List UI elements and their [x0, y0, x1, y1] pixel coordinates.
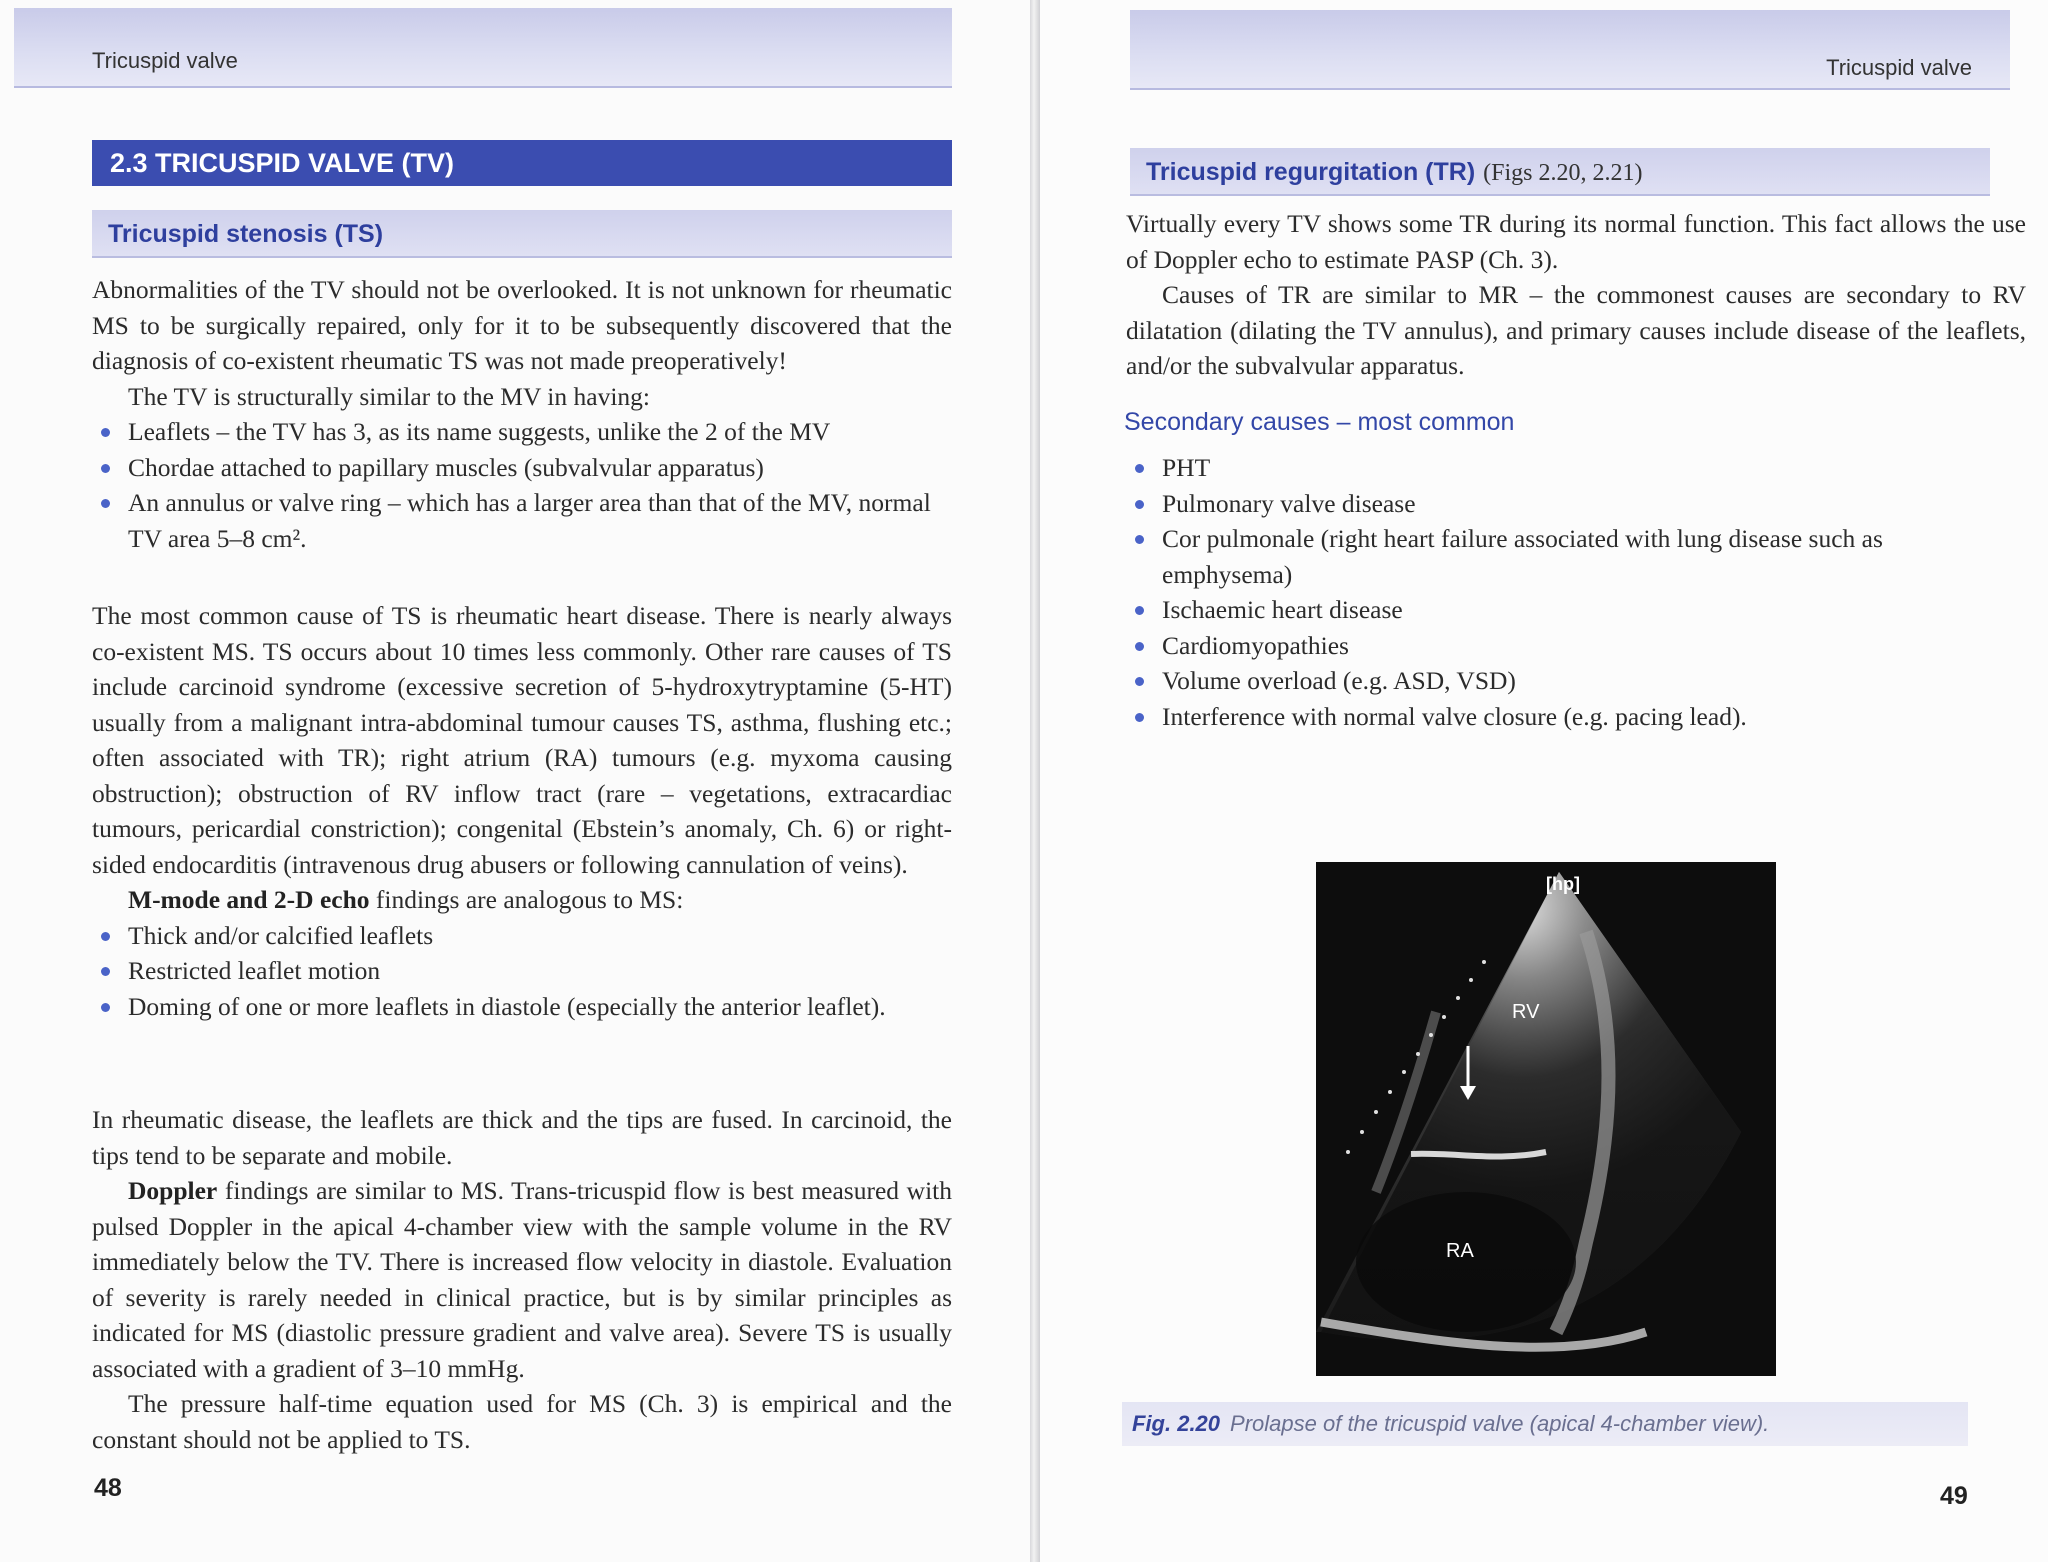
figure-caption [1122, 1402, 1968, 1446]
bullet-icon [1135, 500, 1144, 509]
echocardiogram-image [1316, 862, 1776, 1376]
subsection-title-tr: Tricuspid regurgitation (TR) (Figs 2.20, 2.21) [1130, 148, 1990, 196]
paragraph: Abnormalities of the TV should not be overlooked. It is not unknown for rheumatic MS to be surgically repaired, only for it to be subsequently discovered that the diagnosis of co-existent rheumatic TS was not made preoperatively! [92, 275, 952, 375]
figure-reference: (Figs 2.20, 2.21) [1483, 160, 1643, 186]
paragraph: Virtually every TV shows some TR during its normal function. This fact allows the use of Doppler echo to estimate PASP (Ch. 3). [1126, 209, 2026, 274]
bold-term: Doppler [128, 1176, 218, 1205]
bullet-list [92, 414, 952, 556]
bullet-icon [101, 932, 110, 941]
body-text-left-2 [92, 598, 952, 1024]
page-number-left: 48 [94, 1474, 122, 1502]
paragraph: The most common cause of TS is rheumatic heart disease. There is nearly always co-existent MS. TS occurs about 10 times less commonly. Other rare causes of TS include carcinoid syndrome (excessive secretion of 5-hydroxytryptamine (5-HT) usually from a malignant intra-abdominal tumour causes TS, asthma, flushing etc.; often associated with TR); right atrium (RA) tumours (e.g. myxoma causing obstruction); obstruction of RV inflow tract (rare – vegetations, extracardiac tumours, pericardial constriction); congenital (Ebstein’s anomaly, Ch. 6) or right-sided endocarditis (intravenous drug abusers or following cannulation of veins). [92, 601, 952, 879]
list-item: Ischaemic heart disease [1126, 592, 1946, 628]
running-head-right [1130, 10, 2010, 90]
echo-sector-graphic [1316, 862, 1776, 1376]
list-item: Chordae attached to papillary muscles (subvalvular apparatus) [92, 450, 952, 486]
body-text-left-1 [92, 272, 952, 556]
list-item: Pulmonary valve disease [1126, 486, 1946, 522]
bold-term: M-mode and 2-D echo [128, 885, 370, 914]
bullet-icon [101, 967, 110, 976]
paragraph: Causes of TR are similar to MR – the commonest causes are secondary to RV dilatation (dilating the TV annulus), and primary causes include disease of the leaflets, and/or the subvalvular apparatus. [1126, 280, 2026, 380]
paragraph: M-mode and 2-D echo findings are analogous to MS: [128, 885, 684, 914]
bullet-icon [1135, 606, 1144, 615]
running-head-left [14, 8, 952, 88]
figure-number: Fig. 2.20 [1132, 1411, 1221, 1436]
list-item: PHT [1126, 450, 1946, 486]
paragraph: The TV is structurally similar to the MV in having: [128, 381, 650, 411]
figure-caption-text: Prolapse of the tricuspid valve (apical 4-chamber view). [1230, 1411, 1770, 1436]
paragraph: In rheumatic disease, the leaflets are thick and the tips are fused. In carcinoid, the tips tend to be separate and mobile. [92, 1105, 952, 1170]
paragraph: Doppler findings are similar to MS. Trans-tricuspid flow is best measured with pulsed Doppler in the apical 4-chamber view with the sample volume in the RV immediately below the TV. There is increased flow velocity in diastole. Evaluation of severity is rarely needed in clinical practice, but is by similar principles as indicated for MS (diastolic pressure gradient and valve area). Severe TS is usually associated with a gradient of 3–10 mmHg. [92, 1176, 952, 1383]
list-item: Cor pulmonale (right heart failure associated with lung disease such as emphysema) [1126, 521, 1946, 592]
rv-label: RV [1512, 1001, 1540, 1023]
ra-chamber [1356, 1192, 1576, 1332]
ra-label: RA [1446, 1240, 1474, 1262]
list-item: An annulus or valve ring – which has a larger area than that of the MV, normal TV area 5–8 cm². [92, 485, 952, 556]
running-head-text: Tricuspid valve [92, 48, 238, 73]
secondary-causes-heading: Secondary causes – most common [1124, 408, 1515, 436]
body-text-right-1 [1126, 206, 2026, 384]
list-item: Thick and/or calcified leaflets [92, 918, 952, 954]
subsection-title-ts: Tricuspid stenosis (TS) [92, 210, 952, 258]
body-text-left-3 [92, 1102, 952, 1457]
page-number-right: 49 [1940, 1482, 1968, 1510]
paragraph: The pressure half-time equation used for MS (Ch. 3) is empirical and the constant should not be applied to TS. [92, 1389, 952, 1454]
bullet-icon [1135, 535, 1144, 544]
bullet-list [92, 918, 952, 1025]
bullet-icon [101, 428, 110, 437]
running-head-text: Tricuspid valve [1826, 55, 1972, 80]
bullet-icon [1135, 464, 1144, 473]
bullet-icon [1135, 677, 1144, 686]
list-item: Restricted leaflet motion [92, 953, 952, 989]
bullet-icon [1135, 713, 1144, 722]
bullet-icon [101, 499, 110, 508]
bullet-list [1126, 450, 1946, 734]
list-item: Leaflets – the TV has 3, as its name suggests, unlike the 2 of the MV [92, 414, 952, 450]
book-gutter [1030, 0, 1040, 1562]
list-item: Volume overload (e.g. ASD, VSD) [1126, 663, 1946, 699]
bullet-icon [101, 464, 110, 473]
list-item: Doming of one or more leaflets in diastole (especially the anterior leaflet). [92, 989, 952, 1025]
bullet-icon [1135, 642, 1144, 651]
list-item: Interference with normal valve closure (e.g. pacing lead). [1126, 699, 1946, 735]
list-item: Cardiomyopathies [1126, 628, 1946, 664]
bullet-icon [101, 1003, 110, 1012]
secondary-causes-list [1126, 450, 1946, 734]
section-title: 2.3 TRICUSPID VALVE (TV) [92, 140, 952, 186]
logo-mark: [hp] [1546, 874, 1580, 894]
